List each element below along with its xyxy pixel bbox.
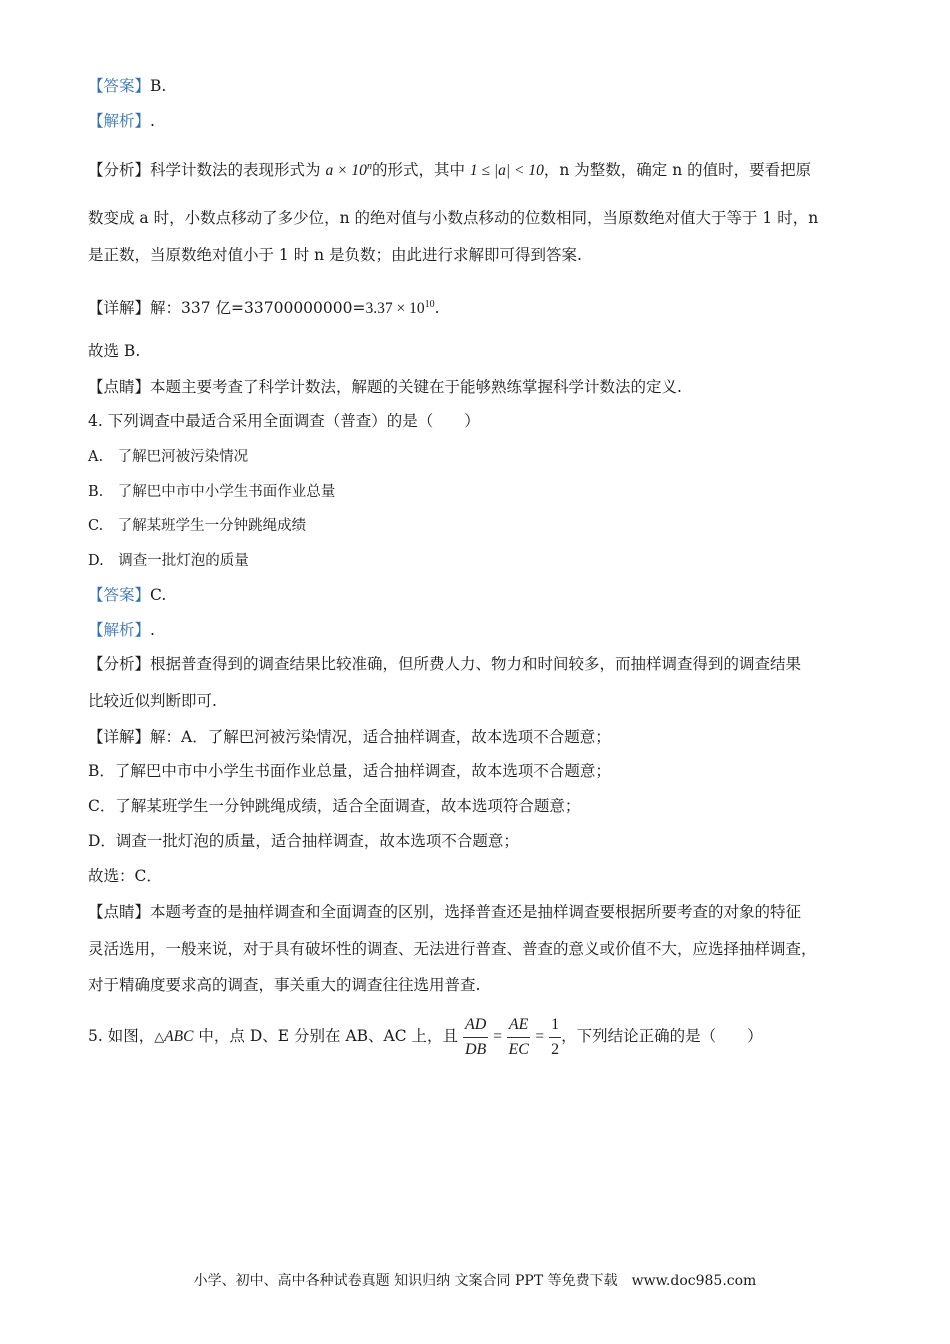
q4-xiangjie-line4: D．调查一批灯泡的质量，适合抽样调查，故本选项不合题意； [88, 832, 519, 850]
triangle-symbol: △ [154, 1030, 165, 1045]
answer-value: B. [150, 77, 167, 95]
dianjing-tag: 【点睛】 [88, 378, 151, 396]
expr-base: a × 10 [325, 162, 367, 180]
answer-tag: 【答案】 [88, 586, 151, 604]
fenxi-text: 科学计数法的表现形式为 [150, 161, 321, 180]
q5-stem [88, 1008, 763, 1066]
jiexi-tag: 【解析】 [88, 621, 151, 639]
range-expr: 1 ≤ |a| < 10 [469, 162, 544, 180]
page-footer: 小学、初中、高中各种试卷真题 知识归纳 文案合同 PPT 等免费下载 www.doc985.com [193, 1273, 757, 1289]
fenxi-text: ，n 为整数，确定 n 的值时，要看把原 [543, 161, 812, 180]
q4-guxuan: 故选：C． [88, 867, 162, 885]
q5-stem-text: 5. 如图， [88, 1027, 155, 1045]
q4-dianjing-line3: 对于精确度要求高的调查，事关重大的调查往往选用普查. [88, 976, 481, 994]
expr-exp: n [366, 161, 372, 172]
answer-tag: 【答案】 [88, 77, 151, 95]
q4-fenxi-line2: 比较近似判断即可. [88, 692, 217, 710]
q3-xiangjie-line [88, 294, 440, 320]
q4-option-d: D. 调查一批灯泡的质量 [88, 553, 249, 569]
fenxi-text: 的形式，其中 [371, 161, 465, 180]
fraction-ae-ec [507, 1013, 531, 1062]
xiangjie-tag: 【详解】 [88, 299, 151, 318]
triangle-name: ABC [164, 1028, 194, 1045]
fraction-ad-db [463, 1013, 488, 1062]
xiangjie-tail: . [434, 299, 440, 318]
q3-dianjing-line [88, 376, 682, 398]
frac-den: DB [464, 1040, 487, 1058]
q4-option-a: A. 了解巴河被污染情况 [88, 449, 249, 465]
jiexi-tail: . [150, 112, 155, 130]
frac-num: AD [463, 1013, 488, 1038]
result-expr [365, 300, 434, 317]
q4-fenxi-line1 [88, 653, 801, 675]
xiangjie-tag: 【详解】 [88, 728, 151, 746]
jiexi-tag: 【解析】 [88, 112, 151, 130]
frac-num: AE [507, 1013, 531, 1038]
q4-xiangjie-line2: B．了解巴中市中小学生书面作业总量，适合抽样调查，故本选项不合题意； [88, 762, 611, 780]
result-base: 3.37 × 10 [365, 300, 425, 318]
frac-num: 1 [549, 1013, 561, 1038]
q4-dianjing-line2: 灵活选用，一般来说，对于具有破坏性的调查、无法进行普查、普查的意义或价值不大，应选择抽样调查， [88, 940, 817, 958]
q4-dianjing-line1 [88, 901, 801, 923]
dianjing-text: 本题主要考查了科学计数法，解题的关键在于能够熟练掌握科学计数法的定义. [150, 378, 682, 396]
q4-option-b: B. 了解巴中市中小学生书面作业总量 [88, 484, 336, 500]
fenxi-text: 根据普查得到的调查结果比较准确，但所费人力、物力和时间较多，而抽样调查得到的调查结果 [150, 655, 802, 673]
dianjing-text: 本题考查的是抽样调查和全面调查的区别，选择普查还是抽样调查要根据所要考查的对象的特征 [150, 903, 802, 921]
sci-notation-expr [325, 162, 371, 179]
fraction-one-half [549, 1013, 561, 1062]
q3-fenxi-line1 [88, 156, 811, 182]
xiangjie-text: 解：A．了解巴河被污染情况，适合抽样调查，故本选项不合题意； [150, 728, 611, 746]
dianjing-tag: 【点睛】 [88, 903, 151, 921]
result-exp: 10 [424, 299, 435, 310]
q3-fenxi-line2: 数变成 a 时，小数点移动了多少位，n 的绝对值与小数点移动的位数相同，当原数绝对值大于等于 1 时，n [88, 209, 819, 227]
q4-xiangjie-line1 [88, 726, 611, 748]
q3-answer-line [88, 75, 166, 97]
q3-fenxi-line3: 是正数，当原数绝对值小于 1 时 n 是负数；由此进行求解即可得到答案. [88, 246, 582, 264]
q4-xiangjie-line3: C．了解某班学生一分钟跳绳成绩，适合全面调查，故本选项符合题意； [88, 797, 581, 815]
equals-sign: = [535, 1028, 545, 1045]
q3-jiexi-line [88, 110, 155, 132]
xiangjie-text: 解：337 亿=33700000000= [150, 299, 366, 318]
q3-guxuan: 故选 B. [88, 342, 141, 360]
frac-den: EC [508, 1040, 529, 1058]
answer-value: C. [150, 586, 167, 604]
q5-stem-text: 中，点 D、E 分别在 AB、AC 上，且 [193, 1027, 459, 1045]
frac-den: 2 [551, 1040, 560, 1058]
fenxi-tag: 【分析】 [88, 161, 151, 180]
q4-answer-line [88, 584, 166, 606]
q4-option-c: C. 了解某班学生一分钟跳绳成绩 [88, 518, 307, 534]
q5-stem-text: ，下列结论正确的是（ ） [561, 1027, 763, 1045]
fenxi-tag: 【分析】 [88, 655, 151, 673]
q4-stem: 4. 下列调查中最适合采用全面调查（普查）的是（ ） [88, 412, 480, 430]
q4-jiexi-line [88, 619, 155, 641]
jiexi-tail: . [150, 621, 155, 639]
equals-sign: = [493, 1028, 502, 1045]
